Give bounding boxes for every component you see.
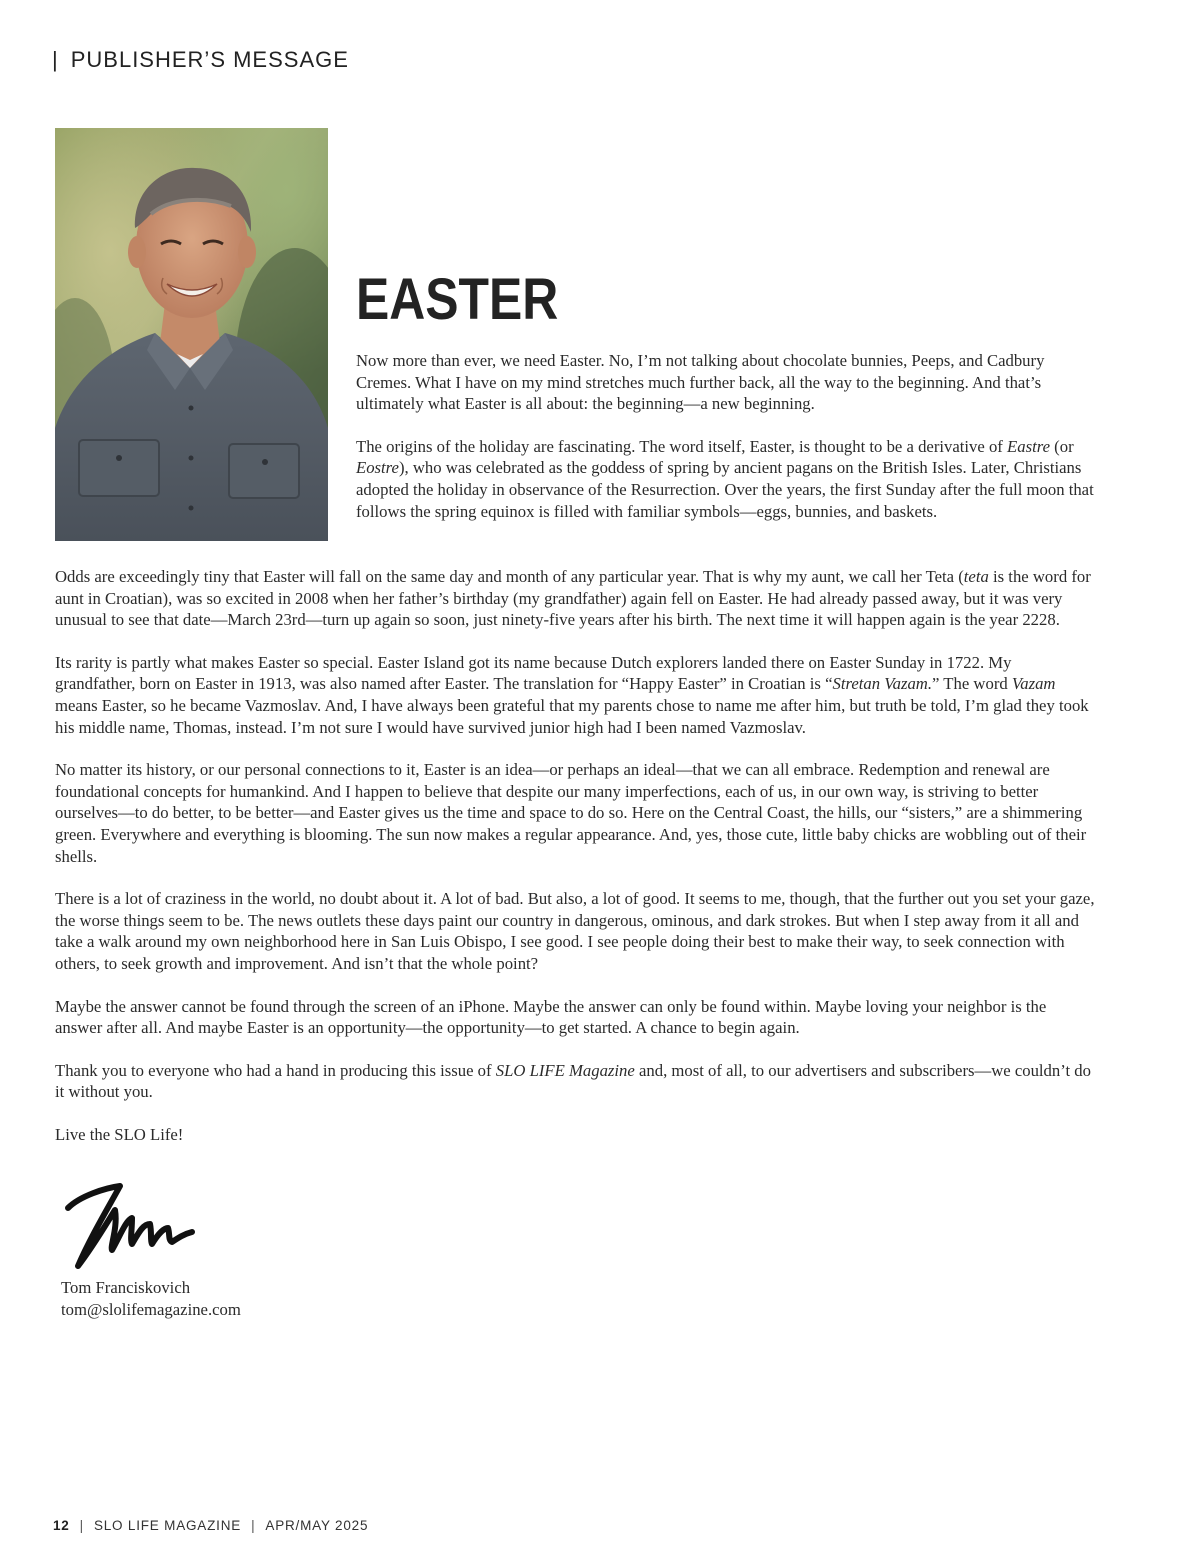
closing-line: Live the SLO Life! (55, 1124, 184, 1144)
body-paragraph-3: No matter its history, or our personal connections to it, Easter is an idea—or perhaps an ideal—that we can all embrace. Redemption and renewal are foundational concepts for humankind. And I happen to believe that despite our many imperfections, each of us, in our own way, is striving to better ourselves—to do better, to be better—and Easter gives us the time and space to do so. Here on the Central Coast, the hills, our “sisters,” are a shimmering green. Everywhere and everything is blooming. The sun now makes a regular appearance. And, yes, those cute, little baby chicks are wobbling out of their shells. (55, 760, 1087, 866)
article-body (55, 566, 1095, 1145)
intro-paragraph-1: Now more than ever, we need Easter. No, I’m not talking about chocolate bunnies, Peeps, and Cadbury Cremes. What I have on my mind stretches much further back, all the way to the beginning. And that’s ultimately what Easter is all about: the beginning—a new beginning. (356, 351, 1045, 414)
section-label: PUBLISHER’S MESSAGE (70, 47, 349, 72)
intro-paragraph-2: The origins of the holiday are fascinating. The word itself, Easter, is thought to be a derivative of Eastre (or Eostre), who was celebrated as the goddess of spring by ancient pagans on the British Isles. Later, Christians adopted the holiday in observance of the Resurrection. Over the years, the first Sunday after the full moon that follows the spring equinox is filled with familiar symbols—eggs, bunnies, and baskets. (356, 436, 1094, 521)
section-header-bar: | (52, 47, 59, 72)
article-title: EASTER (356, 267, 559, 332)
author-email[interactable]: tom@slolifemagazine.com (61, 1299, 241, 1319)
signature-image (60, 1178, 200, 1278)
portrait-image (55, 128, 328, 541)
body-paragraph-4: There is a lot of craziness in the world, no doubt about it. A lot of bad. But also, a lot of good. It seems to me, though, that the further out you set your gaze, the worse things seem to be. The news outlets these days paint our country in dangerous, ominous, and dark strokes. But when I step away from it all and take a walk around my own neighborhood here in San Luis Obispo, I see good. I see people doing their best to make their way, to seek connection with others, to seek growth and improvement. And isn’t that the whole point? (55, 889, 1095, 973)
body-paragraph-5: Maybe the answer cannot be found through the screen of an iPhone. Maybe the answer can only be found within. Maybe loving your neighbor is the answer after all. And maybe Easter is an opportunity—the opportunity—to get started. A chance to begin again. (55, 996, 1047, 1038)
issue-date: APR/MAY 2025 (265, 1518, 369, 1533)
intro-column (356, 350, 1096, 543)
author-portrait (55, 128, 328, 541)
footer-separator-1: | (79, 1518, 84, 1533)
body-paragraph-6: Thank you to everyone who had a hand in producing this issue of SLO LIFE Magazine and, most of all, to our advertisers and subscribers—we couldn’t do it without you. (55, 1060, 1091, 1102)
handwritten-signature (60, 1178, 200, 1278)
page-footer (53, 1518, 368, 1533)
body-paragraph-2: Its rarity is partly what makes Easter so special. Easter Island got its name because Dutch explorers landed there on Easter Sunday in 1722. My grandfather, born on Easter in 1913, was also named after Easter. The translation for “Happy Easter” in Croatian is “Stretan Vazam.” The word Vazam means Easter, so he became Vazmoslav. And, I have always been grateful that my parents chose to name me after him, but truth be told, I’m glad they took his middle name, Thomas, instead. I’m not sure I would have survived junior high had I been named Vazmoslav. (55, 652, 1089, 737)
author-signoff (61, 1277, 241, 1320)
footer-separator-2: | (251, 1518, 256, 1533)
page-number: 12 (53, 1518, 70, 1533)
section-header (52, 47, 349, 73)
author-name: Tom Franciskovich (61, 1278, 191, 1297)
body-paragraph-1: Odds are exceedingly tiny that Easter will fall on the same day and month of any particular year. That is why my aunt, we call her Teta (teta is the word for aunt in Croatian), was so excited in 2008 when her father’s birthday (my grandfather) again fell on Easter. He had already passed away, but it was very unusual to see that date—March 23rd—turn up again so soon, just ninety-five years after his birth. The next time it will happen again is the year 2228. (55, 567, 1091, 630)
publication-name: SLO LIFE MAGAZINE (93, 1518, 242, 1533)
